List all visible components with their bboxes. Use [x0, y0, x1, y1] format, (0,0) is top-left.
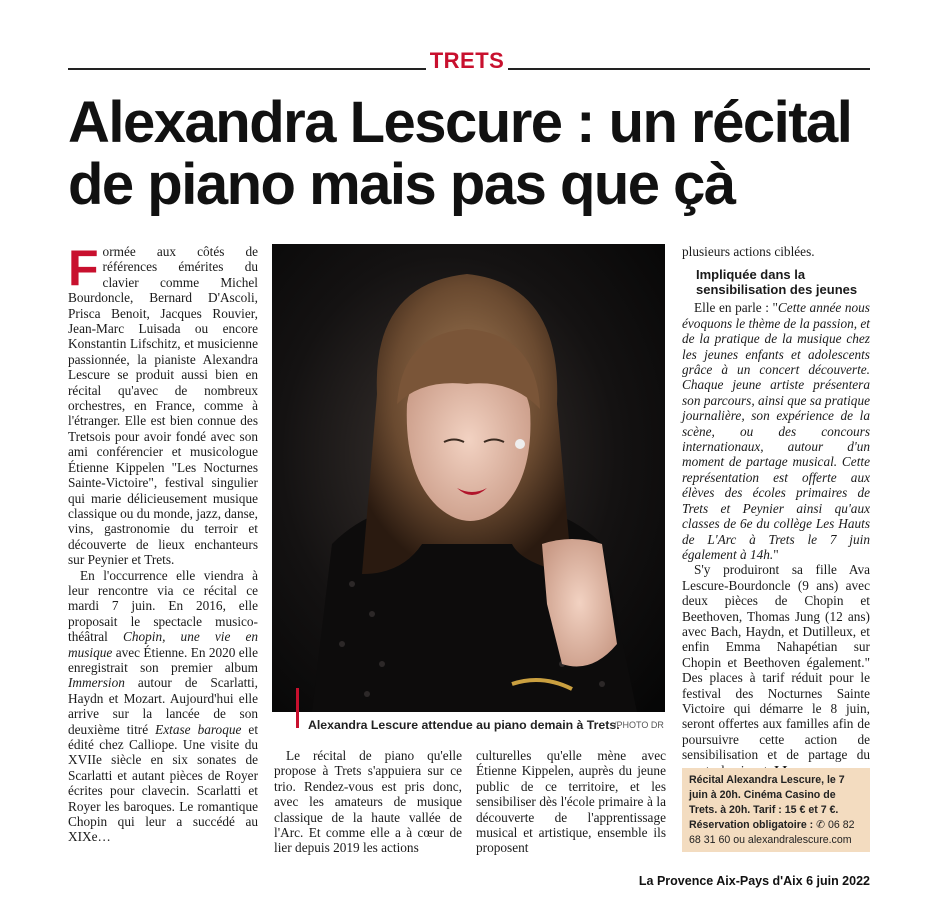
section-rule-left [68, 68, 426, 70]
paragraph-recital: Le récital de piano qu'elle propose à Trets s'appuiera sur ce trio. Rendez-vous est pris donc, avec les amateurs de musique classique de la haute vallée de l'Arc. Et comme elle a à cœur de lier depuis 2019 les actions [274, 748, 462, 856]
paragraph-quote [682, 300, 870, 562]
paragraph-actions: culturelles qu'elle mène avec Étienne Kippelen, auprès du jeune public de ce territoire, et les sensibiliser dès l'école primaire à la découverte de l'apprentissage musical et artistique, ensemble ils proposent [476, 748, 666, 856]
photo-credit: /PHOTO DR [614, 720, 664, 730]
drop-cap: F [68, 240, 99, 296]
article-column-4 [682, 244, 870, 778]
album-title: Immersion [68, 675, 125, 691]
text-run: autour de Scarlatti, Haydn et Mozart. Aujourd'hui elle arrive sur la lancée de son deuxième titré [68, 675, 258, 737]
pianist-photo [272, 244, 665, 712]
paragraph-performers [682, 562, 870, 778]
article-column-1 [68, 240, 259, 845]
article-column-3 [476, 748, 666, 856]
caption-accent-bar [296, 688, 299, 728]
event-info-text: Récital Alexandra Lescure, le 7 juin à 20h. Cinéma Casino de Trets. à 20h. Tarif : 15 € et 7 €. Réservation obligatoire : [689, 774, 845, 831]
publication-footer: La Provence Aix-Pays d'Aix 6 juin 2022 [638, 874, 870, 888]
text-run: S'y produiront sa fille Ava Lescure-Bourdoncle (9 ans) avec deux pièces de Chopin et Beethoven, Thomas Jung (12 ans) avec Bach, Haydn, et Dutilleux, et enfin Emma Nahapétian sur Chopin et Beethoven également." Des places à tarif réduit pour le festival des Nocturnes Sainte Victoire qui démarre le 8 juin, seront offertes aux familles afin de poursuivre cette action de sensibilisation et de partage du [682, 562, 870, 763]
portrait-illustration [272, 244, 665, 712]
quote-text: Cette année nous évoquons le thème de la passion, et de la pratique de la musique chez les jeunes enfants et adolescents grâce à un concert découverte. Chaque jeune artiste présentera son parcours, ainsi que sa pratique journalière, son expérience de la scène, ou des concours internationaux, autour d'un moment de partage musical. Cette représentation est offerte aux élèves des écoles primaires de Trets et Peynier ainsi qu'aux classes de 6e du collège Les Hauts de L'Arc à Trets le 7 juin également à 14h. [682, 300, 870, 562]
headline [68, 92, 868, 216]
paragraph-continued: plusieurs actions ciblées. [682, 244, 815, 259]
photo-caption: Alexandra Lescure attendue au piano demain à Trets. [308, 718, 620, 732]
article-column-2 [274, 748, 462, 856]
show-title: Chopin, une vie en musique [68, 629, 258, 660]
text-run: " [773, 546, 779, 562]
section-label: TRETS [429, 48, 505, 73]
text-run: Elle en parle : " [694, 300, 778, 316]
headline-line-1: Alexandra Lescure : un récital [68, 90, 852, 155]
text-run: et édité chez Calliope. Une visite du XVIIe siècle en six sonates de Scarlatti et autant pièces de Royer écrites pour clavecin. Scarlatti et Royer les baroques. Le romantique Chopin qui leur a succédé au XIXe… [68, 721, 259, 845]
event-info-box [682, 768, 870, 852]
subheading: Impliquée dans la sensibilisation des jeunes [696, 267, 858, 298]
paragraph-intro [68, 240, 258, 568]
text-run: En l'occurrence elle viendra à leur rencontre via ce récital ce mardi 7 juin. En 2016, elle proposait le spectacle musico-théâtral [68, 567, 258, 645]
intro-text: ormée aux côtés de références émérites du clavier comme Michel Bourdoncle, Bernard D'Ascoli, Prisca Benoit, Jacques Rouvier, Jean-Marc Luisada ou encore Konstantin Lifschitz, et musicienne passionnée, la pianiste Alexandra Lescure se produit aussi bien en récital qu'avec de nombreux orchestres, en France, comme à l'étranger. Elle est bien connue des Tretsois pour avoir fondé avec son ami conférencier et musicologue Étienne Kippelen "Les Nocturnes Sainte-Victoire", festival singulier qui marie délicieusement musique classique ou du monde, jazz, danse, vins, gastronomie du terroir et découverte de lieux enchanteurs sur Peynier et Trets. [68, 244, 258, 568]
event-website: ou alexandralescure.com [733, 834, 852, 846]
paragraph-second [68, 568, 258, 845]
event-phone: ✆ 06 82 68 31 60 [689, 819, 855, 846]
section-rule-right [508, 68, 870, 70]
headline-line-2: de piano mais pas que çà [68, 152, 735, 217]
album-title-2: Extase baroque [155, 721, 242, 737]
text-run: avec Étienne. En 2020 elle enregistrait son premier album [68, 644, 258, 675]
